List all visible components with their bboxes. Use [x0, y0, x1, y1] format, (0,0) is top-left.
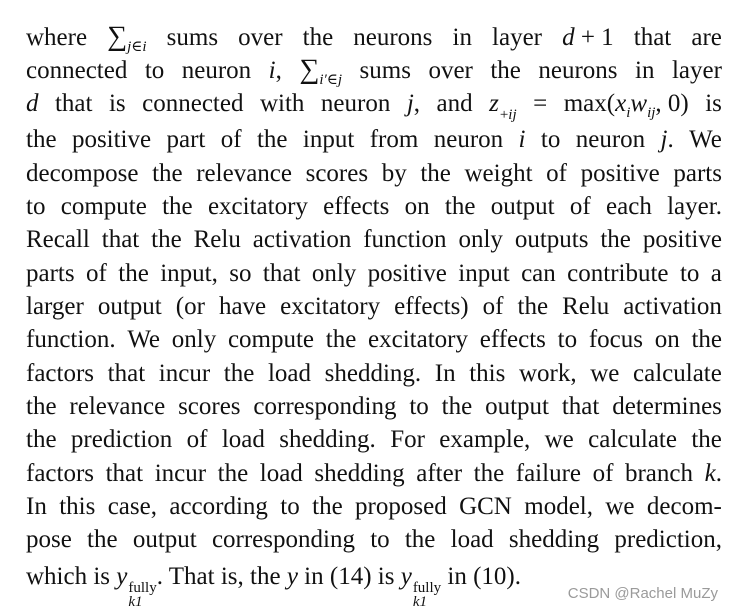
- text-line-7: Recall that the Relu activation function only outputs the positive: [26, 226, 722, 253]
- text-line-1: where ∑j∈i sums over the neurons in layer d + 1 that are: [26, 21, 722, 55]
- text-line-9: larger output (or have excitatory effects) of the Relu activation: [26, 293, 722, 320]
- text-line-6: to compute the excitatory effects on the output of each layer.: [26, 193, 722, 220]
- text-line-16: pose the output corresponding to the load shedding prediction,: [26, 526, 722, 553]
- text-line-8: parts of the input, so that only positive input can contribute to a: [26, 260, 722, 287]
- text-line-3: d that is connected with neuron j, and z+ij = max(xiwij, 0) is: [26, 90, 722, 123]
- text-line-2: connected to neuron i, ∑i′∈j sums over the neurons in layer: [26, 54, 722, 88]
- text-line-10: function. We only compute the excitatory effects to focus on the: [26, 326, 722, 353]
- text-line-12: the relevance scores corresponding to the output that determines: [26, 393, 722, 420]
- text-line-14: factors that incur the load shedding after the failure of branch k.: [26, 460, 722, 487]
- watermark: CSDN @Rachel MuZy: [567, 585, 718, 602]
- text-line-5: decompose the relevance scores by the weight of positive parts: [26, 160, 722, 187]
- text-line-17: which is y fully k1 . That is, the y in (14) is y fully k1 in (10).: [26, 563, 522, 610]
- text-line-13: the prediction of load shedding. For example, we calculate the: [26, 426, 722, 453]
- text-line-15: In this case, according to the proposed GCN model, we decom-: [26, 493, 722, 520]
- text-line-4: the positive part of the input from neuron i to neuron j. We: [26, 126, 722, 153]
- text-line-11: factors that incur the load shedding. In this work, we calculate: [26, 360, 722, 387]
